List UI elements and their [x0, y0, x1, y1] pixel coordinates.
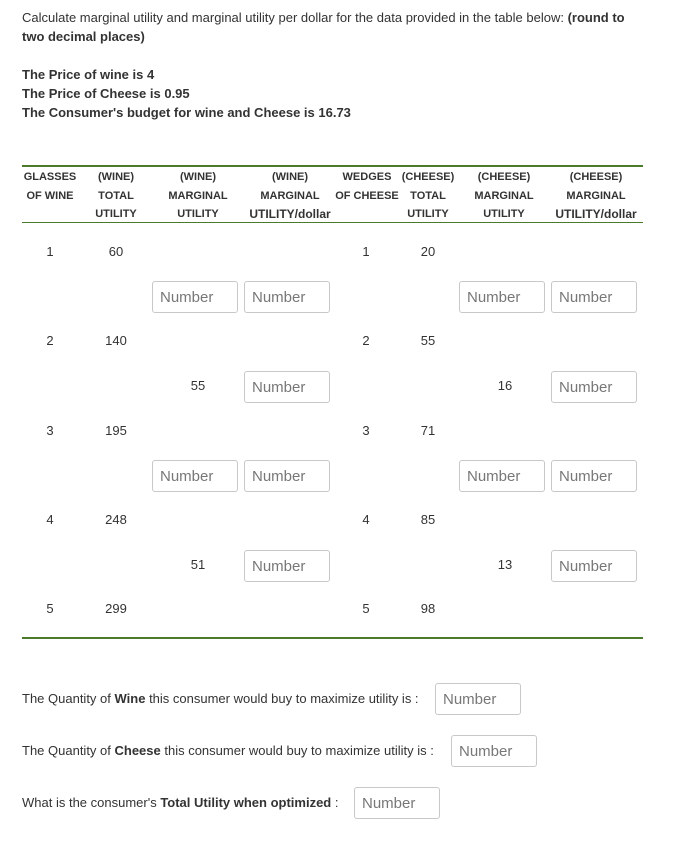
wine-qty-1: 1	[46, 244, 54, 259]
wine-mu-value-4: 51	[190, 557, 206, 572]
header-glasses-of-wine: GLASSES OF WINE	[23, 171, 77, 202]
cheese-mu-per-dollar-input-4[interactable]	[551, 550, 637, 582]
wine-tu-5: 299	[105, 601, 127, 616]
cheese-mu-per-dollar-input-3[interactable]	[551, 460, 637, 492]
cheese-qty-4: 4	[362, 512, 370, 527]
cheese-tu-2: 55	[420, 333, 436, 348]
cheese-mu-value-4: 13	[497, 557, 513, 572]
cheese-price: The Price of Cheese is 0.95	[22, 86, 190, 101]
wine-mu-value-2: 55	[190, 378, 206, 393]
header-wedges-of-cheese: WEDGES OF CHEESE	[335, 171, 399, 202]
wine-mu-per-dollar-input-2[interactable]	[244, 371, 330, 403]
cheese-mu-value-2: 16	[497, 378, 513, 393]
wine-qty-2: 2	[46, 333, 54, 348]
wine-price: The Price of wine is 4	[22, 67, 155, 82]
wine-mu-per-dollar-input-3[interactable]	[244, 460, 330, 492]
header-cheese-marginal-utility: (CHEESE) MARGINAL UTILITY	[474, 171, 534, 220]
table-top-rule	[22, 165, 643, 167]
wine-qty-4: 4	[46, 512, 54, 527]
question-wine-quantity: The Quantity of Wine this consumer would buy to maximize utility is :	[22, 691, 419, 706]
instructions-text: Calculate marginal utility and marginal utility per dollar for the data provided in the table below: (round to two decimal places)	[22, 10, 625, 44]
wine-tu-2: 140	[105, 333, 127, 348]
wine-mu-per-dollar-input-1[interactable]	[244, 281, 330, 313]
header-wine-mu-per-dollar: (WINE) MARGINAL UTILITY/dollar	[249, 171, 331, 221]
instructions	[22, 8, 642, 46]
wine-qty-3: 3	[46, 423, 54, 438]
wine-tu-1: 60	[108, 244, 124, 259]
wine-mu-input-1[interactable]	[152, 281, 238, 313]
budget: The Consumer's budget for wine and Cheese is 16.73	[22, 105, 351, 120]
given-values	[22, 65, 351, 122]
header-wine-marginal-utility: (WINE) MARGINAL UTILITY	[168, 171, 228, 220]
instructions-bold: (round to two decimal places)	[22, 10, 625, 44]
table-bottom-rule	[22, 637, 643, 639]
question-cheese-quantity: The Quantity of Cheese this consumer would buy to maximize utility is :	[22, 743, 434, 758]
cheese-mu-per-dollar-input-2[interactable]	[551, 371, 637, 403]
total-utility-input[interactable]	[354, 787, 440, 819]
cheese-qty-3: 3	[362, 423, 370, 438]
question-total-utility: What is the consumer's Total Utility when optimized :	[22, 795, 339, 810]
header-cheese-total-utility: (CHEESE) TOTAL UTILITY	[401, 171, 455, 220]
cheese-mu-input-1[interactable]	[459, 281, 545, 313]
cheese-tu-1: 20	[420, 244, 436, 259]
header-cheese-mu-per-dollar: (CHEESE) MARGINAL UTILITY/dollar	[555, 171, 637, 221]
wine-mu-input-3[interactable]	[152, 460, 238, 492]
wine-mu-per-dollar-input-4[interactable]	[244, 550, 330, 582]
cheese-tu-5: 98	[420, 601, 436, 616]
cheese-tu-4: 85	[420, 512, 436, 527]
wine-tu-3: 195	[105, 423, 127, 438]
wine-quantity-input[interactable]	[435, 683, 521, 715]
wine-tu-4: 248	[105, 512, 127, 527]
cheese-mu-input-3[interactable]	[459, 460, 545, 492]
cheese-qty-5: 5	[362, 601, 370, 616]
header-wine-total-utility: (WINE) TOTAL UTILITY	[95, 171, 137, 220]
cheese-quantity-input[interactable]	[451, 735, 537, 767]
wine-qty-5: 5	[46, 601, 54, 616]
cheese-tu-3: 71	[420, 423, 436, 438]
cheese-mu-per-dollar-input-1[interactable]	[551, 281, 637, 313]
cheese-qty-2: 2	[362, 333, 370, 348]
cheese-qty-1: 1	[362, 244, 370, 259]
